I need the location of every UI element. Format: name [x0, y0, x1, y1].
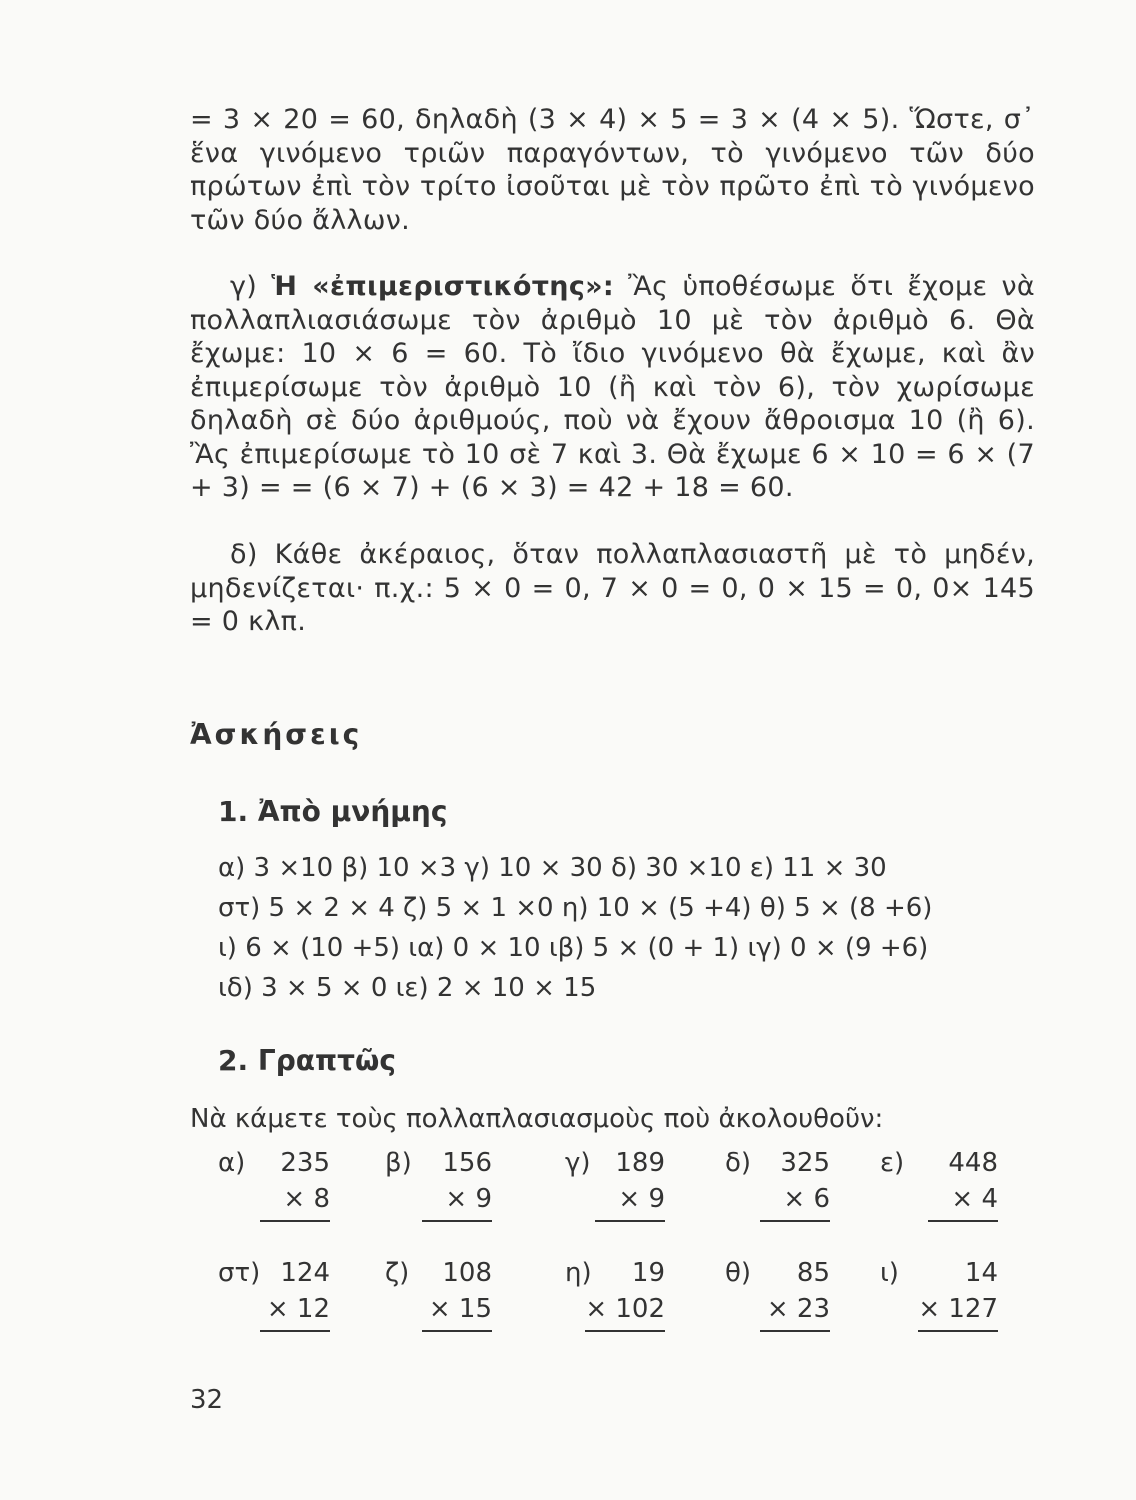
problem-factor: × 15 [422, 1294, 492, 1332]
exercises-heading: Ἀσκήσεις [190, 718, 363, 751]
zero-property-paragraph: δ) Κάθε ἀκέραιος, ὅταν πολλαπλασιαστῆ μὲ τὸ μηδέν, μηδενίζεται· π.χ.: 5 × 0 = 0, 7 × 0 = 0, 0 × 15 = 0, 0× 145 = 0 κλπ. [190, 539, 1035, 637]
problem-number: 235 [280, 1148, 330, 1178]
problem-factor: × 9 [595, 1184, 665, 1222]
problem-number: 14 [964, 1258, 998, 1288]
gamma-prefix: γ) [230, 271, 272, 302]
mental-row: α) 3 ×10 β) 10 ×3 γ) 10 × 30 δ) 30 ×10 ε) 11 × 30 [218, 853, 887, 883]
continuation-paragraph: = 3 × 20 = 60, δηλαδὴ (3 × 4) × 5 = 3 × (4 × 5). Ὥστε, σ᾿ ἕνα γινόμενο τριῶν παραγόντων, τὸ γινόμενο τῶν δύο πρώτων ἐπὶ τὸν τρίτο ἰσοῦται μὲ τὸν πρῶτο ἐπὶ τὸ γινόμενο τῶν δύο ἄλλων. [190, 104, 1035, 236]
mental-row: στ) 5 × 2 × 4 ζ) 5 × 1 ×0 η) 10 × (5 +4) θ) 5 × (8 +6) [218, 893, 933, 923]
problem-label: γ) [565, 1148, 591, 1178]
problem-factor: × 102 [585, 1294, 665, 1332]
problem-label: α) [218, 1148, 246, 1178]
problem-label: ε) [880, 1148, 905, 1178]
problem-number: 189 [615, 1148, 665, 1178]
problem-label: θ) [725, 1258, 752, 1288]
problem-factor: × 9 [422, 1184, 492, 1222]
problem-number: 19 [631, 1258, 665, 1288]
distributive-term: Ἡ «ἐπιμεριστικότης»: [271, 271, 614, 302]
problem-number: 156 [442, 1148, 492, 1178]
section-written-title: 2. Γραπτῶς [218, 1044, 396, 1077]
problem-label: ι) [880, 1258, 899, 1288]
page-number: 32 [190, 1385, 224, 1415]
mental-row: ιδ) 3 × 5 × 0 ιε) 2 × 10 × 15 [218, 973, 597, 1003]
problem-number: 448 [948, 1148, 998, 1178]
problem-number: 124 [280, 1258, 330, 1288]
problem-factor: × 12 [260, 1294, 330, 1332]
problem-factor: × 6 [760, 1184, 830, 1222]
problem-label: β) [385, 1148, 412, 1178]
problem-factor: × 4 [928, 1184, 998, 1222]
problem-label: δ) [725, 1148, 752, 1178]
distributive-text: Ἂς ὑποθέσωμε ὅτι ἔχομε νὰ πολλαπλιασιάσωμε τὸν ἀριθμὸ 10 μὲ τὸν ἀριθμὸ 6. Θὰ ἔχωμε: 10 × 6 = 60. Τὸ ἴδιο γινόμενο θὰ ἔχωμε, καὶ ἂν ἐπιμερίσωμε τὸν ἀριθμὸ 10 (ἢ καὶ τὸν 6), τὸν χωρίσωμε δηλαδὴ σὲ δύο ἀριθμούς, ποὺ νὰ ἔχουν ἄθροισμα 10 (ἢ 6). Ἂς ἐπιμερίσωμε τὸ 10 σὲ 7 καὶ 3. Θὰ ἔχωμε 6 × 10 = 6 × (7 + 3) = = (6 × 7) + (6 × 3) = 42 + 18 = 60. [190, 271, 1035, 503]
problem-factor: × 8 [260, 1184, 330, 1222]
problem-factor: × 127 [918, 1294, 998, 1332]
written-instruction: Νὰ κάμετε τοὺς πολλαπλασιασμοὺς ποὺ ἀκολουθοῦν: [190, 1104, 884, 1134]
problem-label: ζ) [385, 1258, 410, 1288]
problem-number: 325 [780, 1148, 830, 1178]
section-mental-title: 1. Ἀπὸ μνήμης [218, 795, 448, 828]
distributive-paragraph [190, 270, 1035, 505]
problem-label: στ) [218, 1258, 261, 1288]
mental-row: ι) 6 × (10 +5) ια) 0 × 10 ιβ) 5 × (0 + 1) ιγ) 0 × (9 +6) [218, 933, 929, 963]
problem-number: 108 [442, 1258, 492, 1288]
problem-label: η) [565, 1258, 592, 1288]
problem-factor: × 23 [760, 1294, 830, 1332]
problem-number: 85 [796, 1258, 830, 1288]
